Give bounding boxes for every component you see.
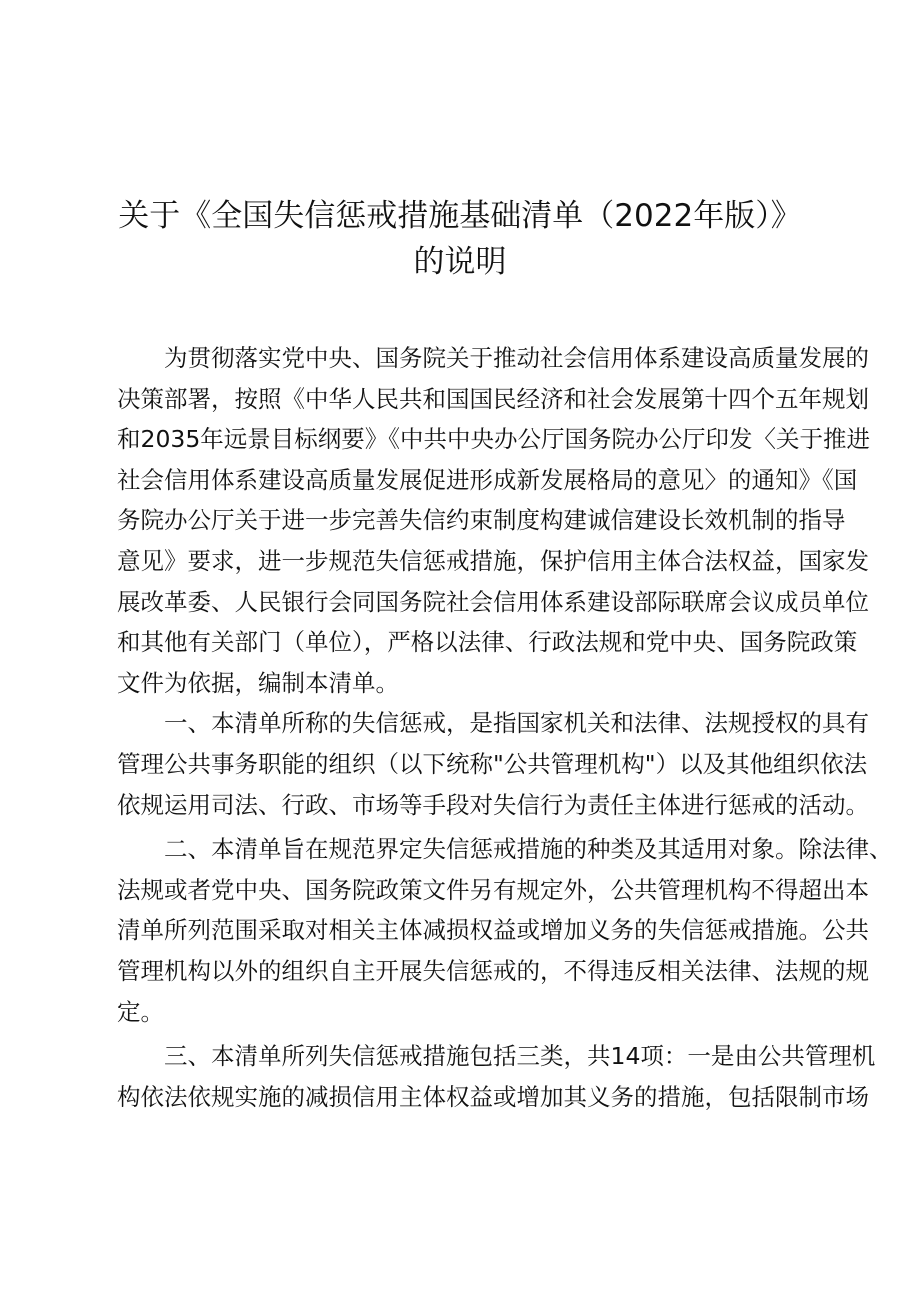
- paragraph-line: 二、本清单旨在规范界定失信惩戒措施的种类及其适用对象。除法律、: [164, 835, 893, 864]
- paragraph-line: 管理机构以外的组织自主开展失信惩戒的，不得违反相关法律、法规的规: [117, 956, 869, 985]
- paragraph-section-1: [117, 703, 869, 825]
- paragraph-line: 为贯彻落实党中央、国务院关于推动社会信用体系建设高质量发展的: [164, 344, 869, 372]
- paragraph-line: 定。: [117, 997, 164, 1026]
- paragraph-line: 管理公共事务职能的组织（以下统称"公共管理机构"）以及其他组织依法: [117, 749, 868, 778]
- document-title-line-2: 的说明: [413, 244, 507, 280]
- paragraph-line: 和2035年远景目标纲要》《中共中央办公厅国务院办公厅印发〈关于推进: [117, 425, 871, 454]
- paragraph-line: 展改革委、人民银行会同国务院社会信用体系建设部际联席会议成员单位: [117, 587, 869, 616]
- paragraph-line: 一、本清单所称的失信惩戒，是指国家机关和法律、法规授权的具有: [164, 709, 869, 738]
- paragraph-line: 文件为依据，编制本清单。: [117, 668, 399, 697]
- paragraph-section-3: [117, 1036, 876, 1117]
- document-title-line-1: 关于《全国失信惩戒措施基础清单（2022年版）》: [118, 198, 802, 234]
- paragraph-line: 构依法依规实施的减损信用主体权益或增加其义务的措施，包括限制市场: [117, 1082, 869, 1111]
- paragraph-line: 社会信用体系建设高质量发展促进形成新发展格局的意见〉的通知》《国: [117, 465, 858, 494]
- paragraph-line: 法规或者党中央、国务院政策文件另有规定外，公共管理机构不得超出本: [117, 875, 869, 904]
- paragraph-line: 三、本清单所列失信惩戒措施包括三类，共14项：一是由公共管理机: [164, 1042, 876, 1071]
- paragraph-line: 决策部署，按照《中华人民共和国国民经济和社会发展第十四个五年规划: [117, 384, 869, 413]
- document-body: [117, 338, 893, 1117]
- paragraph-line: 清单所列范围采取对相关主体减损权益或增加义务的失信惩戒措施。公共: [117, 916, 869, 945]
- paragraph-line: 务院办公厅关于进一步完善失信约束制度构建诚信建设长效机制的指导: [117, 506, 846, 535]
- paragraph-line: 和其他有关部门（单位），严格以法律、行政法规和党中央、国务院政策: [117, 628, 858, 657]
- paragraph-intro: [117, 338, 871, 703]
- paragraph-line: 意见》要求，进一步规范失信惩戒措施，保护信用主体合法权益，国家发: [117, 546, 869, 575]
- paragraph-section-2: [117, 829, 893, 1032]
- paragraph-line: 依规运用司法、行政、市场等手段对失信行为责任主体进行惩戒的活动。: [117, 790, 869, 819]
